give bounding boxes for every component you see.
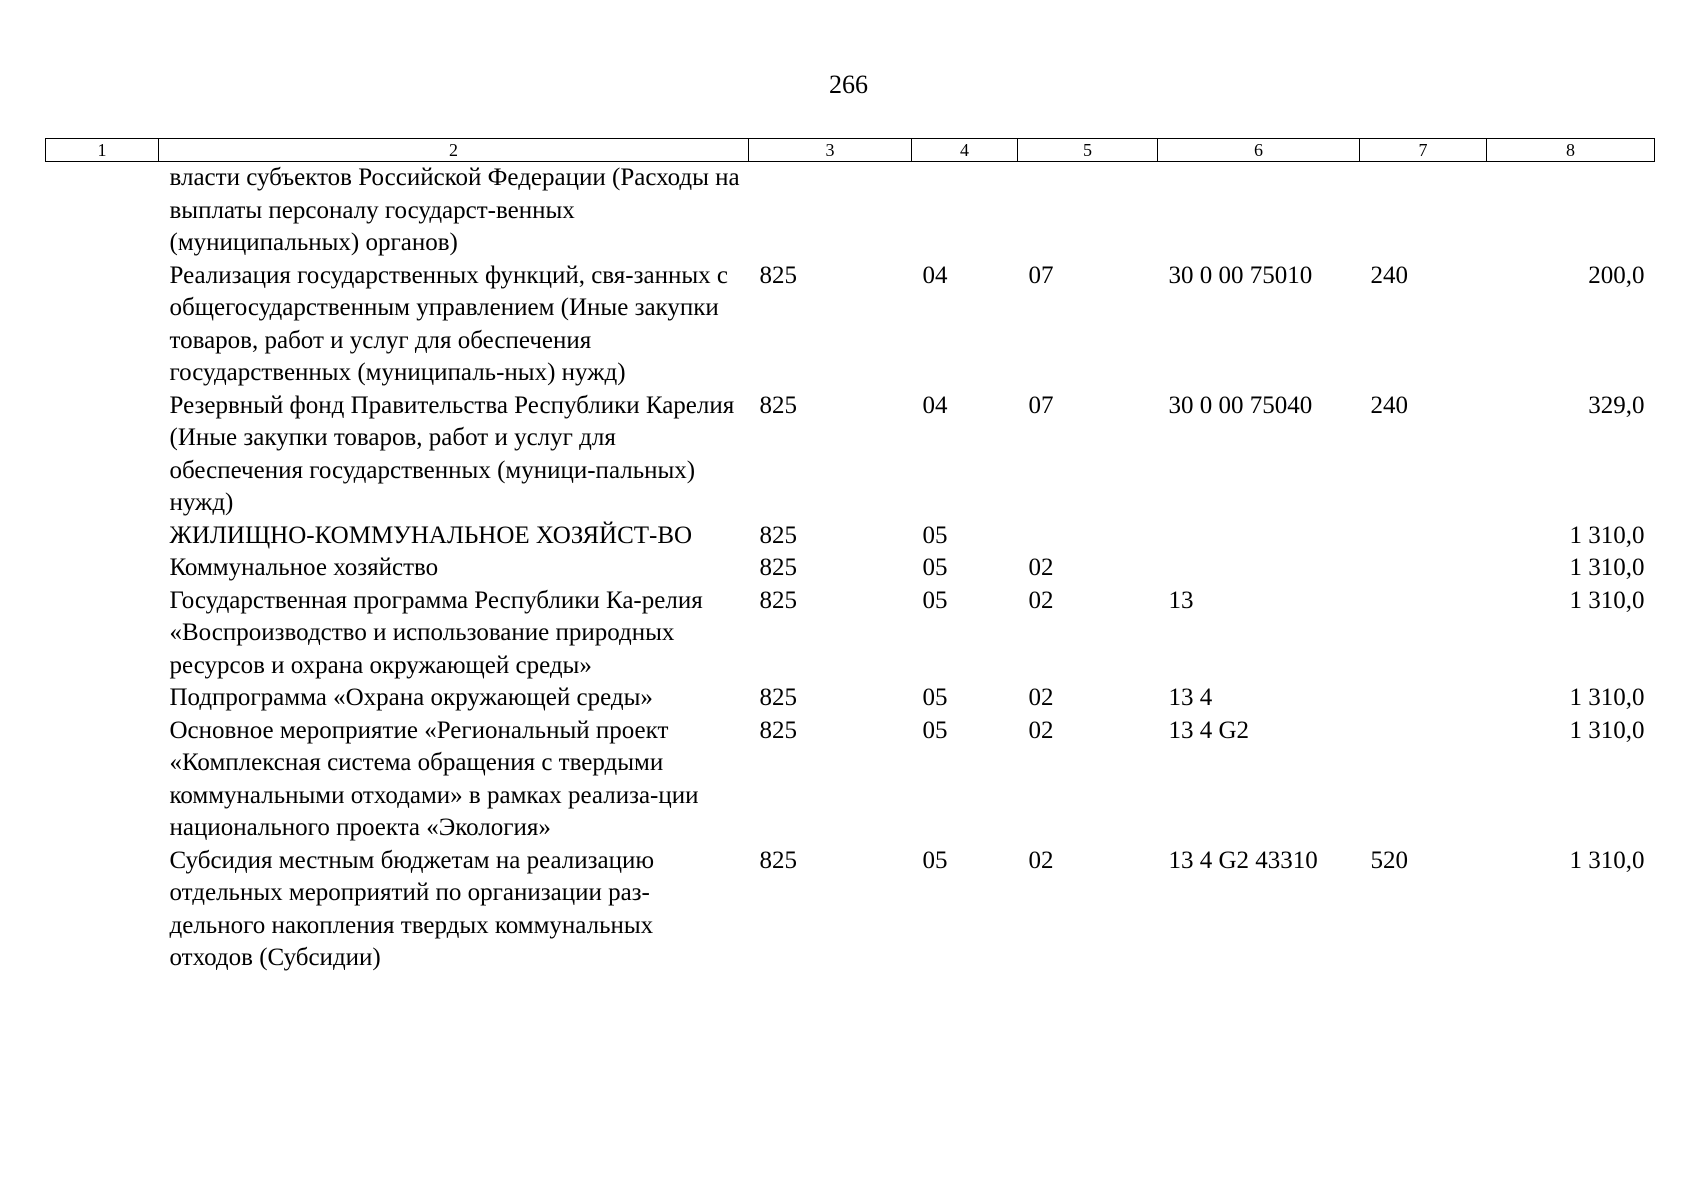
cell-expense-name: ЖИЛИЩНО-КОММУНАЛЬНОЕ ХОЗЯЙСТ-ВО [169, 521, 693, 549]
cell-target-article [1158, 552, 1360, 585]
cell-target-article [1158, 162, 1360, 260]
cell-amount: 1 310,0 [1569, 521, 1645, 549]
cell-col-1 [46, 520, 159, 553]
table-row [46, 682, 1655, 715]
header-col-3: 3 [749, 139, 912, 162]
cell-col-1 [46, 162, 159, 260]
cell-expense-name: Резервный фонд Правительства Республики Карелия (Иные закупки товаров, работ и услуг для обеспечения государственных (муници-пальных) нужд) [169, 391, 735, 516]
cell-ministry-code: 825 [759, 586, 797, 614]
cell-subsection: 02 [1028, 554, 1054, 581]
header-col-1: 1 [46, 139, 159, 162]
cell-section: 05 [922, 846, 948, 874]
table-row [46, 260, 1655, 390]
table-body [46, 162, 1655, 975]
cell-subsection [1018, 162, 1158, 260]
cell-col-1 [46, 260, 159, 390]
cell-col-1 [46, 585, 159, 683]
cell-amount: 1 310,0 [1569, 684, 1645, 711]
cell-subsection: 02 [1028, 846, 1054, 874]
cell-target-article: 13 4 G2 [1168, 716, 1250, 744]
cell-expense-type [1360, 585, 1487, 683]
cell-expense-name: Реализация государственных функций, свя-занных с общегосударственным управлением (Иные закупки товаров, работ и услуг для обеспечения государственных (муниципаль-ных) нужд) [169, 261, 728, 386]
table-row [46, 390, 1655, 520]
table-row [46, 520, 1655, 553]
cell-col-1 [46, 715, 159, 845]
cell-expense-type: 520 [1370, 846, 1408, 874]
cell-expense-type: 240 [1370, 261, 1408, 289]
cell-ministry-code: 825 [759, 261, 797, 289]
cell-subsection: 02 [1028, 716, 1054, 744]
table-row [46, 585, 1655, 683]
cell-expense-type [1360, 715, 1487, 845]
cell-ministry-code [749, 162, 912, 260]
cell-target-article: 13 4 [1168, 684, 1213, 711]
cell-col-1 [46, 845, 159, 975]
cell-section: 05 [922, 716, 948, 744]
header-col-5: 5 [1018, 139, 1158, 162]
cell-ministry-code: 825 [759, 846, 797, 874]
cell-amount [1487, 162, 1655, 260]
cell-subsection: 07 [1028, 261, 1054, 289]
cell-col-1 [46, 552, 159, 585]
table-row [46, 845, 1655, 975]
cell-expense-type [1360, 552, 1487, 585]
cell-target-article: 13 4 G2 43310 [1168, 846, 1318, 874]
cell-expense-name: Коммунальное хозяйство [169, 554, 439, 581]
budget-table [45, 138, 1655, 975]
header-col-4: 4 [912, 139, 1018, 162]
cell-expense-name: Основное мероприятие «Региональный проект «Комплексная система обращения с твердыми коммунальными отходами» в рамках реализа-ции национального проекта «Экология» [169, 716, 699, 841]
cell-subsection [1018, 520, 1158, 553]
cell-amount: 1 310,0 [1569, 716, 1645, 744]
table-header [46, 139, 1655, 162]
cell-expense-name: Субсидия местным бюджетам на реализацию отдельных мероприятий по организации раз-дельного накопления твердых коммунальных отходов (Субсидии) [169, 846, 655, 971]
cell-amount: 1 310,0 [1569, 554, 1645, 581]
cell-section: 04 [922, 261, 948, 289]
cell-ministry-code: 825 [759, 391, 797, 419]
cell-target-article: 30 0 00 75040 [1168, 391, 1313, 419]
cell-amount: 329,0 [1588, 391, 1645, 419]
cell-col-1 [46, 390, 159, 520]
cell-section: 05 [922, 521, 948, 549]
cell-amount: 200,0 [1588, 261, 1645, 289]
cell-subsection: 07 [1028, 391, 1054, 419]
cell-ministry-code: 825 [759, 716, 797, 744]
table-row [46, 715, 1655, 845]
cell-ministry-code: 825 [759, 684, 797, 711]
cell-section [912, 162, 1018, 260]
cell-ministry-code: 825 [759, 521, 797, 549]
cell-amount: 1 310,0 [1569, 586, 1645, 614]
table-row [46, 162, 1655, 260]
cell-target-article: 13 [1168, 586, 1194, 614]
cell-section: 05 [922, 684, 948, 711]
header-col-6: 6 [1158, 139, 1360, 162]
cell-section: 05 [922, 586, 948, 614]
cell-section: 04 [922, 391, 948, 419]
table-row [46, 552, 1655, 585]
header-col-7: 7 [1360, 139, 1487, 162]
cell-section: 05 [922, 554, 948, 581]
header-col-2: 2 [159, 139, 749, 162]
cell-target-article [1158, 520, 1360, 553]
page-number: 266 [829, 70, 868, 99]
cell-expense-type [1360, 162, 1487, 260]
cell-subsection: 02 [1028, 586, 1054, 614]
cell-subsection: 02 [1028, 684, 1054, 711]
cell-col-1 [46, 682, 159, 715]
cell-expense-type: 240 [1370, 391, 1408, 419]
cell-expense-name: Государственная программа Республики Ка-релия «Воспроизводство и использование природных ресурсов и охрана окружающей среды» [169, 586, 703, 679]
cell-target-article: 30 0 00 75010 [1168, 261, 1313, 289]
cell-expense-type [1360, 682, 1487, 715]
header-col-8: 8 [1487, 139, 1655, 162]
cell-ministry-code: 825 [759, 554, 797, 581]
cell-expense-name: Подпрограмма «Охрана окружающей среды» [169, 684, 653, 711]
cell-expense-type [1360, 520, 1487, 553]
cell-amount: 1 310,0 [1569, 846, 1645, 874]
cell-expense-name: власти субъектов Российской Федерации (Расходы на выплаты персоналу государст-венных (муниципальных) органов) [169, 164, 740, 256]
header-row [46, 139, 1655, 162]
